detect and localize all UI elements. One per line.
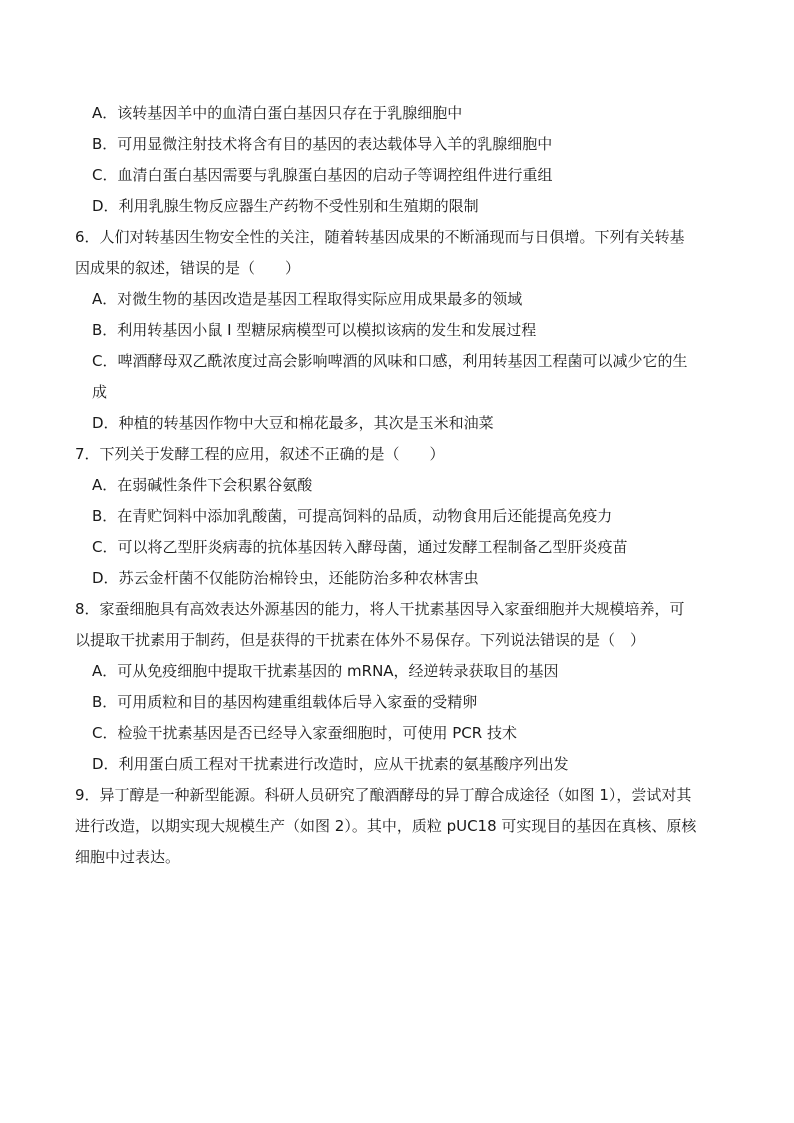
option-letter: D． [92,414,119,432]
q9-stem-line1: 9．异丁醇是一种新型能源。科研人员研究了酿酒酵母的异丁醇合成途径（如图 1），尝试对其 [75,786,692,804]
option-letter: A． [92,662,118,680]
option-text: 在青贮饲料中添加乳酸菌，可提高饲料的品质，动物食用后还能提高免疫力 [117,507,613,525]
q6-option-a [92,284,722,315]
option-text: 检验干扰素基因是否已经导入家蚕细胞时，可使用 PCR 技术 [117,724,517,742]
q6-option-c [92,346,722,377]
option-letter: B． [92,693,118,711]
q8-option-a [92,656,722,687]
option-letter: B． [92,507,118,525]
q6-option-c-continuation: 成 [92,383,108,401]
option-letter: D． [92,755,119,773]
q7-option-d [92,563,722,594]
q6-stem-line1: 6．人们对转基因生物安全性的关注，随着转基因成果的不断涌现而与日俱增。下列有关转基 [75,228,685,246]
option-text: 利用转基因小鼠 I 型糖尿病模型可以模拟该病的发生和发展过程 [117,321,537,339]
option-text: 对微生物的基因改造是基因工程取得实际应用成果最多的领域 [117,290,523,308]
option-text: 可以将乙型肝炎病毒的抗体基因转入酵母菌，通过发酵工程制备乙型肝炎疫苗 [117,538,628,556]
q8-stem-line1: 8．家蚕细胞具有高效表达外源基因的能力，将人干扰素基因导入家蚕细胞并大规模培养，可 [75,600,685,618]
q8-option-c [92,718,722,749]
option-text: 该转基因羊中的血清白蛋白基因只存在于乳腺细胞中 [117,104,463,122]
q7-option-a [92,470,722,501]
option-letter: D． [92,197,119,215]
q6-stem-line2: 因成果的叙述，错误的是（ ） [75,259,301,277]
option-letter: C． [92,166,118,184]
option-letter: D． [92,569,119,587]
q8-stem-line2: 以提取干扰素用于制药，但是获得的干扰素在体外不易保存。下列说法错误的是（ ） [75,631,646,649]
option-letter: A． [92,104,118,122]
q5-option-c [92,160,722,191]
option-letter: A． [92,476,118,494]
option-letter: C． [92,724,118,742]
option-text: 在弱碱性条件下会积累谷氨酸 [117,476,313,494]
option-text: 利用乳腺生物反应器生产药物不受性别和生殖期的限制 [118,197,479,215]
option-text: 种植的转基因作物中大豆和棉花最多，其次是玉米和油菜 [118,414,494,432]
option-text: 可用显微注射技术将含有目的基因的表达载体导入羊的乳腺细胞中 [117,135,553,153]
q5-option-b [92,129,722,160]
option-text: 苏云金杆菌不仅能防治棉铃虫，还能防治多种农林害虫 [118,569,479,587]
option-letter: A． [92,290,118,308]
q7-option-c [92,532,722,563]
option-text: 啤酒酵母双乙酰浓度过高会影响啤酒的风味和口感，利用转基因工程菌可以减少它的生 [117,352,688,370]
q7-option-b [92,501,722,532]
option-text: 血清白蛋白基因需要与乳腺蛋白基因的启动子等调控组件进行重组 [117,166,553,184]
option-letter: C． [92,352,118,370]
q6-option-b [92,315,722,346]
option-letter: B． [92,135,118,153]
option-letter: C． [92,538,118,556]
q8-option-d [92,749,722,780]
q8-option-b [92,687,722,718]
q9-stem-line2: 进行改造，以期实现大规模生产（如图 2）。其中，质粒 pUC18 可实现目的基因在真核、原核 [75,817,697,835]
option-letter: B． [92,321,118,339]
q9-stem-line3: 细胞中过表达。 [75,848,181,866]
q5-option-a [92,98,722,129]
option-text: 利用蛋白质工程对干扰素进行改造时，应从干扰素的氨基酸序列出发 [118,755,569,773]
q6-option-d [92,408,722,439]
option-text: 可用质粒和目的基因构建重组载体后导入家蚕的受精卵 [117,693,478,711]
q7-stem: 7．下列关于发酵工程的应用，叙述不正确的是（ ） [75,445,445,463]
question-content [75,98,722,873]
option-text: 可从免疫细胞中提取干扰素基因的 mRNA，经逆转录获取目的基因 [117,662,559,680]
q5-option-d [92,191,722,222]
